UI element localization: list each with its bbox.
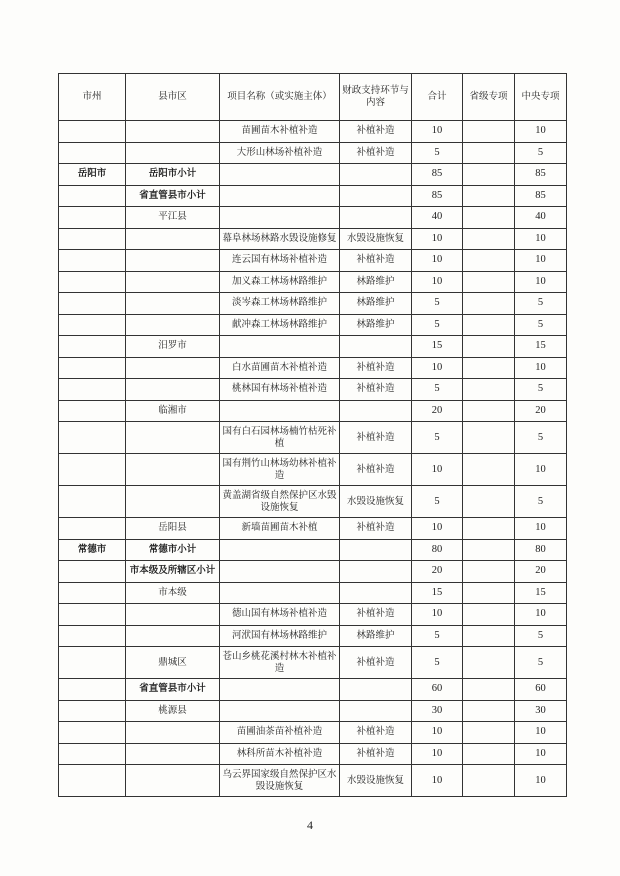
cell-provincial: [463, 604, 515, 626]
cell-project: 德山国有林场补植补造: [220, 604, 340, 626]
cell-total: 10: [412, 604, 463, 626]
cell-support: 补植补造: [340, 142, 412, 164]
cell-city: [59, 207, 126, 229]
cell-city: [59, 604, 126, 626]
cell-provincial: [463, 228, 515, 250]
cell-support: [340, 679, 412, 701]
header-total: 合计: [412, 74, 463, 121]
cell-project: 连云国有林场补植补造: [220, 250, 340, 272]
cell-project: 苍山乡桃花溪村林木补植补造: [220, 647, 340, 679]
cell-support: 水毁设施恢复: [340, 765, 412, 797]
cell-total: 10: [412, 250, 463, 272]
cell-city: [59, 743, 126, 765]
cell-county: 省直管县市小计: [126, 679, 220, 701]
cell-county: [126, 357, 220, 379]
cell-support: 补植补造: [340, 357, 412, 379]
cell-city: [59, 250, 126, 272]
cell-city: [59, 700, 126, 722]
cell-support: 补植补造: [340, 518, 412, 540]
table-row: [59, 743, 567, 765]
cell-support: [340, 582, 412, 604]
table-row: [59, 250, 567, 272]
cell-county: [126, 486, 220, 518]
header-county: 县市区: [126, 74, 220, 121]
cell-central: 30: [515, 700, 567, 722]
cell-city: [59, 228, 126, 250]
cell-support: 林路维护: [340, 293, 412, 315]
cell-city: [59, 121, 126, 143]
cell-central: 85: [515, 164, 567, 186]
cell-county: 常德市小计: [126, 539, 220, 561]
header-city: 市州: [59, 74, 126, 121]
cell-provincial: [463, 582, 515, 604]
cell-central: 10: [515, 250, 567, 272]
cell-city: [59, 336, 126, 358]
cell-central: 5: [515, 486, 567, 518]
cell-county: 岳阳县: [126, 518, 220, 540]
table-row: [59, 454, 567, 486]
cell-city: [59, 722, 126, 744]
cell-total: 15: [412, 336, 463, 358]
cell-project: [220, 164, 340, 186]
cell-county: [126, 293, 220, 315]
cell-county: [126, 722, 220, 744]
cell-provincial: [463, 518, 515, 540]
table-row: [59, 357, 567, 379]
cell-support: [340, 207, 412, 229]
cell-provincial: [463, 250, 515, 272]
cell-central: 85: [515, 185, 567, 207]
table-row: [59, 722, 567, 744]
cell-central: 5: [515, 314, 567, 336]
cell-central: 10: [515, 228, 567, 250]
cell-support: [340, 400, 412, 422]
cell-project: 国有荆竹山林场幼林补植补造: [220, 454, 340, 486]
cell-central: 10: [515, 454, 567, 486]
cell-city: [59, 625, 126, 647]
cell-project: [220, 185, 340, 207]
cell-central: 10: [515, 743, 567, 765]
cell-project: 国有白石园林场楠竹枯死补植: [220, 422, 340, 454]
cell-central: 10: [515, 357, 567, 379]
cell-total: 15: [412, 582, 463, 604]
cell-project: [220, 700, 340, 722]
cell-support: 林路维护: [340, 625, 412, 647]
cell-county: 鼎城区: [126, 647, 220, 679]
cell-county: 市本级: [126, 582, 220, 604]
cell-central: 60: [515, 679, 567, 701]
cell-county: [126, 454, 220, 486]
cell-provincial: [463, 207, 515, 229]
table-row: [59, 142, 567, 164]
cell-city: 常德市: [59, 539, 126, 561]
table-row: [59, 625, 567, 647]
table-row: [59, 765, 567, 797]
cell-total: 5: [412, 422, 463, 454]
cell-project: 林科所苗木补植补造: [220, 743, 340, 765]
cell-total: 10: [412, 121, 463, 143]
cell-provincial: [463, 486, 515, 518]
cell-project: 乌云界国家级自然保护区水毁设施恢复: [220, 765, 340, 797]
header-support: 财政支持环节与内容: [340, 74, 412, 121]
cell-provincial: [463, 271, 515, 293]
cell-project: 苗圃油茶苗补植补造: [220, 722, 340, 744]
cell-central: 40: [515, 207, 567, 229]
cell-central: 5: [515, 625, 567, 647]
cell-support: [340, 164, 412, 186]
table-row: [59, 679, 567, 701]
cell-support: 水毁设施恢复: [340, 486, 412, 518]
cell-total: 10: [412, 271, 463, 293]
cell-project: [220, 582, 340, 604]
cell-city: [59, 314, 126, 336]
table-row: [59, 647, 567, 679]
table-row: [59, 314, 567, 336]
cell-support: [340, 336, 412, 358]
cell-county: [126, 250, 220, 272]
cell-central: 20: [515, 561, 567, 583]
cell-project: 白水苗圃苗木补植补造: [220, 357, 340, 379]
cell-provincial: [463, 700, 515, 722]
cell-city: [59, 400, 126, 422]
header-provincial: 省级专项: [463, 74, 515, 121]
cell-project: [220, 400, 340, 422]
cell-county: [126, 422, 220, 454]
page-number: 4: [307, 818, 313, 832]
cell-support: 林路维护: [340, 271, 412, 293]
cell-central: 5: [515, 647, 567, 679]
cell-project: 河洑国有林场林路维护: [220, 625, 340, 647]
cell-project: [220, 336, 340, 358]
cell-total: 10: [412, 743, 463, 765]
cell-central: 10: [515, 765, 567, 797]
cell-project: 苗圃苗木补植补造: [220, 121, 340, 143]
cell-total: 10: [412, 518, 463, 540]
cell-provincial: [463, 357, 515, 379]
cell-provincial: [463, 561, 515, 583]
cell-support: 补植补造: [340, 379, 412, 401]
cell-support: [340, 561, 412, 583]
cell-central: 5: [515, 142, 567, 164]
cell-central: 5: [515, 293, 567, 315]
cell-city: [59, 293, 126, 315]
cell-county: 省直管县市小计: [126, 185, 220, 207]
cell-provincial: [463, 454, 515, 486]
table-row: [59, 379, 567, 401]
cell-provincial: [463, 293, 515, 315]
cell-county: 市本级及所辖区小计: [126, 561, 220, 583]
cell-county: [126, 604, 220, 626]
table-row: [59, 207, 567, 229]
cell-total: 10: [412, 357, 463, 379]
cell-total: 5: [412, 293, 463, 315]
cell-total: 10: [412, 228, 463, 250]
cell-city: 岳阳市: [59, 164, 126, 186]
cell-total: 20: [412, 561, 463, 583]
cell-provincial: [463, 765, 515, 797]
cell-county: 临湘市: [126, 400, 220, 422]
table-row: [59, 582, 567, 604]
cell-county: [126, 142, 220, 164]
cell-county: [126, 228, 220, 250]
cell-total: 30: [412, 700, 463, 722]
cell-project: 桃林国有林场补植补造: [220, 379, 340, 401]
cell-provincial: [463, 743, 515, 765]
cell-central: 10: [515, 722, 567, 744]
cell-city: [59, 185, 126, 207]
cell-provincial: [463, 314, 515, 336]
cell-county: [126, 625, 220, 647]
table-row: [59, 400, 567, 422]
cell-city: [59, 357, 126, 379]
cell-city: [59, 454, 126, 486]
cell-project: 淡岑森工林场林路维护: [220, 293, 340, 315]
cell-support: 补植补造: [340, 250, 412, 272]
header-project: 项目名称（或实施主体）: [220, 74, 340, 121]
table-row: [59, 422, 567, 454]
table-row: [59, 518, 567, 540]
cell-project: 新墙苗圃苗木补植: [220, 518, 340, 540]
cell-support: 补植补造: [340, 722, 412, 744]
cell-project: [220, 207, 340, 229]
cell-support: 补植补造: [340, 647, 412, 679]
cell-county: [126, 743, 220, 765]
cell-county: [126, 379, 220, 401]
cell-city: [59, 582, 126, 604]
cell-support: 补植补造: [340, 422, 412, 454]
cell-county: [126, 765, 220, 797]
cell-city: [59, 486, 126, 518]
table-row: [59, 185, 567, 207]
table-row: [59, 164, 567, 186]
cell-support: 补植补造: [340, 604, 412, 626]
cell-city: [59, 271, 126, 293]
cell-support: 补植补造: [340, 121, 412, 143]
cell-total: 5: [412, 314, 463, 336]
cell-total: 20: [412, 400, 463, 422]
table-row: [59, 228, 567, 250]
cell-total: 5: [412, 379, 463, 401]
cell-total: 40: [412, 207, 463, 229]
cell-total: 85: [412, 185, 463, 207]
cell-total: 60: [412, 679, 463, 701]
cell-total: 85: [412, 164, 463, 186]
cell-city: [59, 561, 126, 583]
cell-county: [126, 121, 220, 143]
table-row: [59, 486, 567, 518]
cell-total: 10: [412, 454, 463, 486]
cell-total: 80: [412, 539, 463, 561]
cell-total: 5: [412, 142, 463, 164]
cell-central: 15: [515, 582, 567, 604]
cell-city: [59, 379, 126, 401]
cell-city: [59, 142, 126, 164]
table-row: [59, 121, 567, 143]
table-header-row: [59, 74, 567, 121]
cell-county: 平江县: [126, 207, 220, 229]
cell-central: 10: [515, 518, 567, 540]
cell-total: 5: [412, 625, 463, 647]
cell-central: 10: [515, 604, 567, 626]
cell-total: 10: [412, 722, 463, 744]
cell-central: 80: [515, 539, 567, 561]
cell-county: [126, 314, 220, 336]
cell-provincial: [463, 647, 515, 679]
cell-support: [340, 700, 412, 722]
cell-provincial: [463, 400, 515, 422]
cell-support: 水毁设施恢复: [340, 228, 412, 250]
cell-central: 15: [515, 336, 567, 358]
cell-city: [59, 765, 126, 797]
cell-provincial: [463, 379, 515, 401]
table-row: [59, 539, 567, 561]
table-row: [59, 700, 567, 722]
cell-provincial: [463, 722, 515, 744]
cell-project: [220, 539, 340, 561]
cell-provincial: [463, 679, 515, 701]
cell-county: 桃源县: [126, 700, 220, 722]
cell-support: [340, 185, 412, 207]
cell-total: 5: [412, 486, 463, 518]
cell-central: 10: [515, 271, 567, 293]
cell-support: 林路维护: [340, 314, 412, 336]
cell-provincial: [463, 164, 515, 186]
header-central: 中央专项: [515, 74, 567, 121]
cell-project: [220, 679, 340, 701]
cell-project: 加义森工林场林路维护: [220, 271, 340, 293]
cell-project: 黄盖湖省级自然保护区水毁设施恢复: [220, 486, 340, 518]
cell-central: 20: [515, 400, 567, 422]
cell-central: 10: [515, 121, 567, 143]
cell-project: 大形山林场补植补造: [220, 142, 340, 164]
cell-city: [59, 647, 126, 679]
cell-support: 补植补造: [340, 743, 412, 765]
table-row: [59, 561, 567, 583]
table-row: [59, 604, 567, 626]
cell-central: 5: [515, 422, 567, 454]
table-row: [59, 271, 567, 293]
cell-county: 汨罗市: [126, 336, 220, 358]
budget-table: [58, 73, 567, 797]
cell-project: 献冲森工林场林路维护: [220, 314, 340, 336]
cell-provincial: [463, 625, 515, 647]
cell-total: 10: [412, 765, 463, 797]
cell-project: 幕阜林场林路水毁设施修复: [220, 228, 340, 250]
cell-provincial: [463, 422, 515, 454]
cell-total: 5: [412, 647, 463, 679]
cell-provincial: [463, 185, 515, 207]
cell-support: 补植补造: [340, 454, 412, 486]
cell-project: [220, 561, 340, 583]
cell-county: 岳阳市小计: [126, 164, 220, 186]
cell-city: [59, 518, 126, 540]
cell-provincial: [463, 336, 515, 358]
cell-central: 5: [515, 379, 567, 401]
cell-city: [59, 422, 126, 454]
cell-support: [340, 539, 412, 561]
table-row: [59, 336, 567, 358]
cell-provincial: [463, 121, 515, 143]
cell-county: [126, 271, 220, 293]
cell-provincial: [463, 539, 515, 561]
cell-provincial: [463, 142, 515, 164]
table-row: [59, 293, 567, 315]
cell-city: [59, 679, 126, 701]
